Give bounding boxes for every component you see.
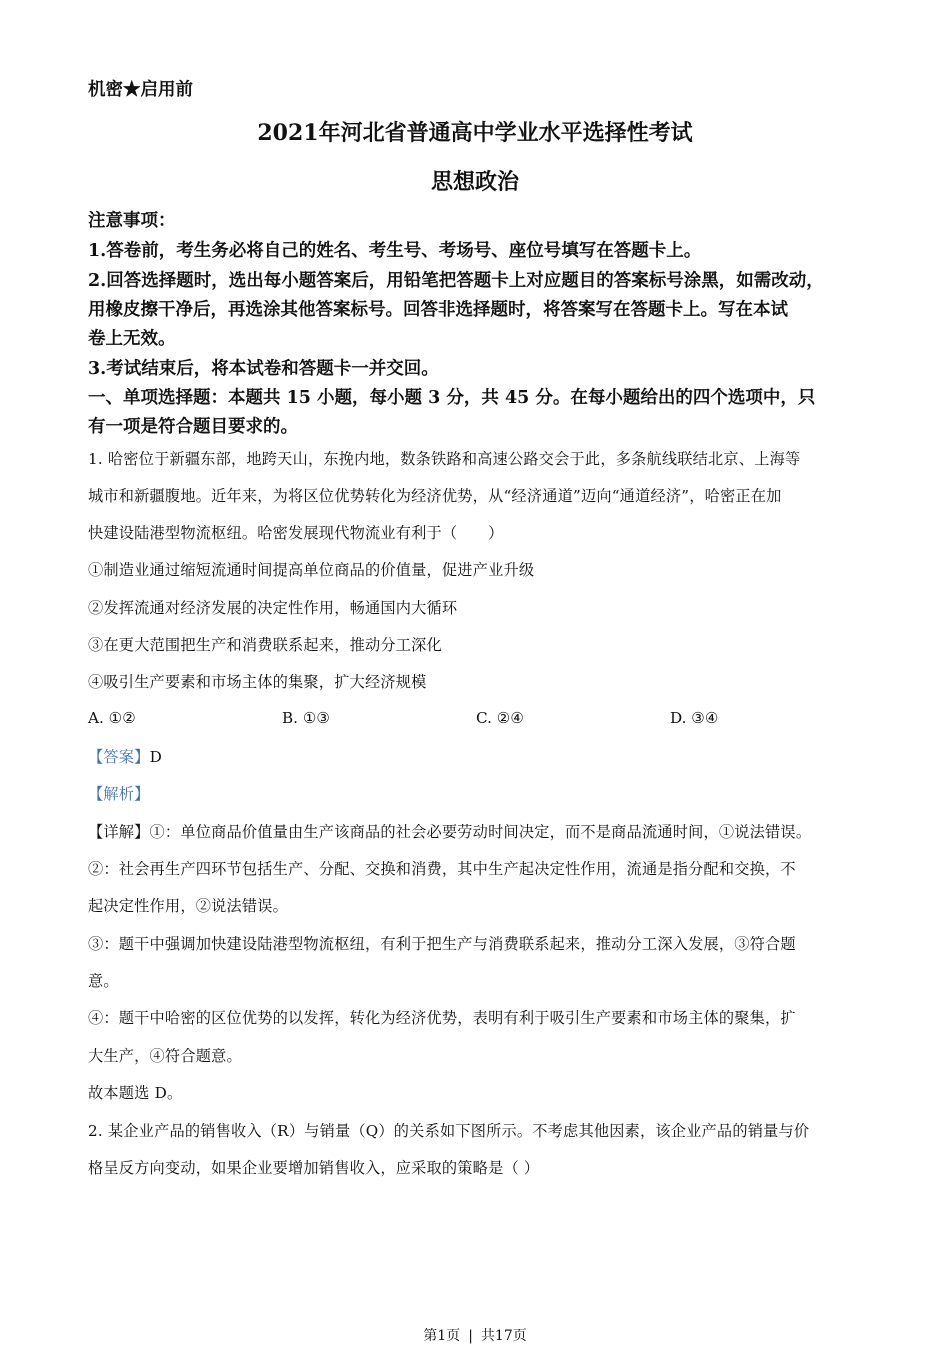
q1-statement-2: ②发挥流通对经济发展的决定性作用，畅通国内大循环: [88, 599, 458, 617]
q1-detail-4-line-1: ④：题干中哈密的区位优势的以发挥，转化为经济优势，表明有利于吸引生产要素和市场主体的聚集，扩: [88, 1009, 796, 1027]
confidential-label: 机密★启用前: [88, 80, 193, 100]
exam-title: 2021年河北省普通高中学业水平选择性考试: [257, 120, 693, 146]
notice-item-2-line-2: 用橡皮擦干净后，再选涂其他答案标号。回答非选择题时，将答案写在答题卡上。写在本试: [88, 300, 788, 320]
q1-statement-4: ④吸引生产要素和市场主体的集聚，扩大经济规模: [88, 673, 427, 691]
q1-option-a: A. ①②: [88, 709, 136, 727]
q1-stem-line-3: 快建设陆港型物流枢纽。哈密发展现代物流业有利于（ ）: [88, 524, 504, 542]
notice-item-1: 1.答卷前，考生务必将自己的姓名、考生号、考场号、座位号填写在答题卡上。: [88, 241, 702, 261]
notice-item-2-line-3: 卷上无效。: [88, 329, 176, 349]
q1-stem-line-1: 1. 哈密位于新疆东部，地跨天山，东挽内地，数条铁路和高速公路交会于此，多条航线联结北京、上海等: [88, 450, 801, 468]
q1-detail-1: 【详解】①：单位商品价值量由生产该商品的社会必要劳动时间决定，而不是商品流通时间，①说法错误。: [88, 823, 812, 841]
page-footer: [0, 1325, 950, 1345]
q1-stem-line-2: 城市和新疆腹地。近年来，为将区位优势转化为经济优势，从“经济通道”迈向“通道经济”，哈密正在加: [88, 487, 782, 505]
answer-tag: 【答案】: [88, 748, 150, 766]
q1-option-c: C. ②④: [476, 709, 524, 727]
footer-separator: |: [468, 1328, 473, 1344]
q1-detail-4-line-2: 大生产，④符合题意。: [88, 1047, 242, 1065]
analysis-tag: 【解析】: [88, 785, 150, 803]
q1-detail-3-line-1: ③：题干中强调加快建设陆港型物流枢纽，有利于把生产与消费联系起来，推动分工深入发展，③符合题: [88, 935, 796, 953]
q2-stem-line-1: 2. 某企业产品的销售收入（R）与销量（Q）的关系如下图所示。不考虑其他因素，该企业产品的销量与价: [88, 1122, 810, 1140]
q1-conclusion: 故本题选 D。: [88, 1084, 183, 1102]
section-heading-line-2: 有一项是符合题目要求的。: [88, 417, 298, 437]
section-heading-line-1: 一、单项选择题：本题共 15 小题，每小题 3 分，共 45 分。在每小题给出的四个选项中，只: [88, 388, 816, 408]
q1-statement-3: ③在更大范围把生产和消费联系起来，推动分工深化: [88, 636, 442, 654]
q1-detail-2-line-2: 起决定性作用，②说法错误。: [88, 897, 289, 915]
notice-heading: 注意事项：: [88, 211, 176, 231]
notice-item-2-line-1: 2.回答选择题时，选出每小题答案后，用铅笔把答题卡上对应题目的答案标号涂黑，如需改动，: [88, 271, 824, 291]
q2-stem-line-2: 格呈反方向变动，如果企业要增加销售收入，应采取的策略是（ ）: [88, 1159, 540, 1177]
q1-statement-1: ①制造业通过缩短流通时间提高单位商品的价值量，促进产业升级: [88, 561, 535, 579]
subject-title: 思想政治: [430, 169, 519, 195]
q1-answer: [88, 746, 868, 767]
q1-option-b: B. ①③: [282, 709, 331, 727]
page-total: 共17页: [480, 1328, 527, 1344]
q1-detail-3-line-2: 意。: [88, 972, 119, 990]
page-number: 第1页: [423, 1328, 461, 1344]
notice-item-3: 3.考试结束后，将本试卷和答题卡一并交回。: [88, 359, 439, 379]
q1-detail-2-line-1: ②：社会再生产四环节包括生产、分配、交换和消费，其中生产起决定性作用，流通是指分配和交换，不: [88, 860, 796, 878]
q1-option-d: D. ③④: [670, 709, 719, 727]
answer-value: D: [149, 748, 162, 766]
